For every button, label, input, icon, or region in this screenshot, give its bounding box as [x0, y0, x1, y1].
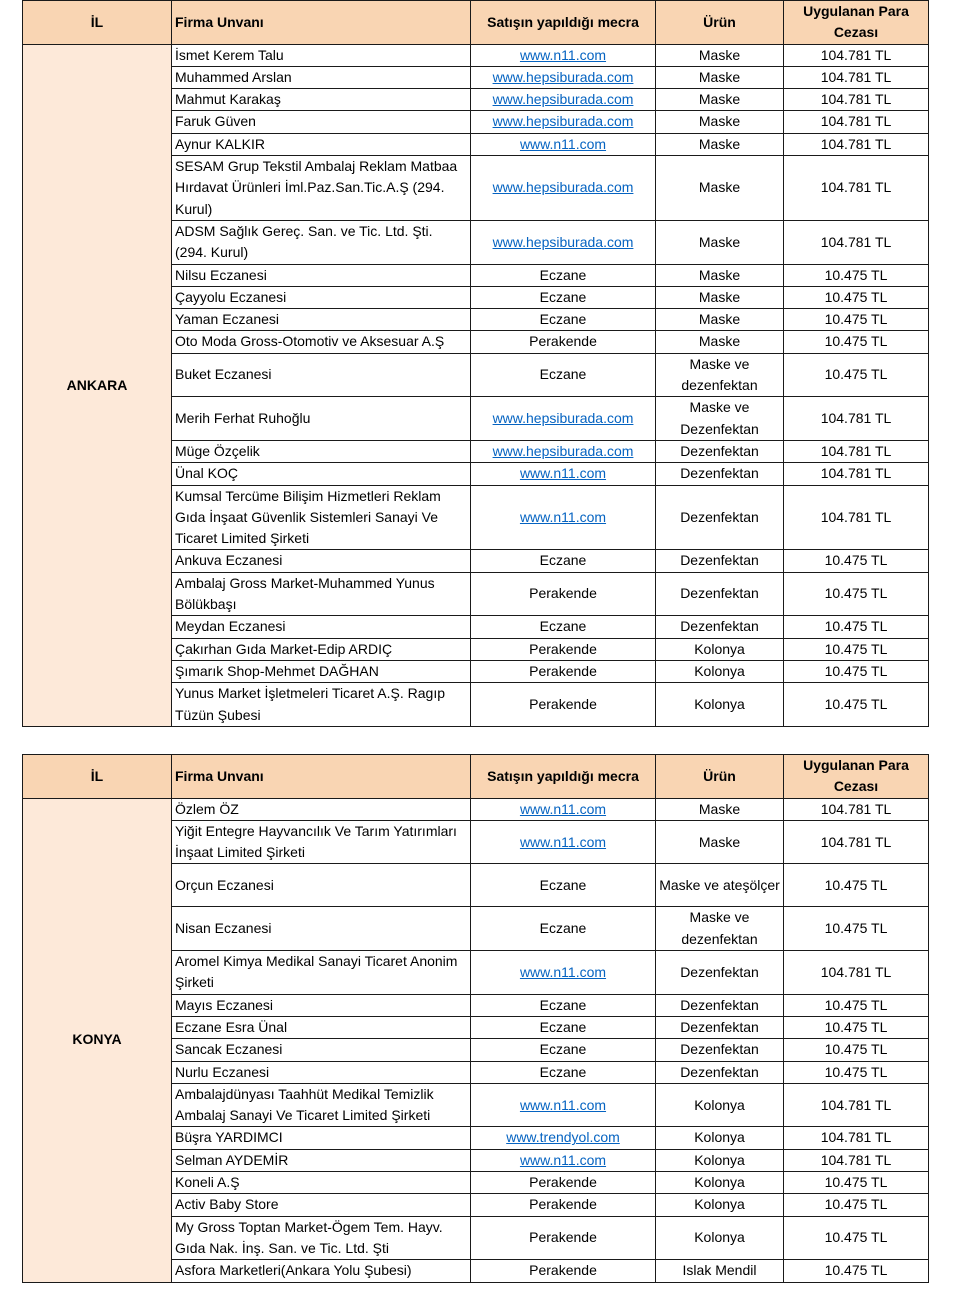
- sales-channel-cell: Perakende: [471, 683, 656, 727]
- product-cell: Maske: [656, 66, 784, 88]
- fine-amount-cell: 10.475 TL: [784, 907, 929, 951]
- sales-channel-cell: Eczane: [471, 616, 656, 638]
- firm-name-cell: Eczane Esra Ünal: [172, 1016, 471, 1038]
- firm-name-cell: Ünal KOÇ: [172, 463, 471, 485]
- sales-channel-cell: Perakende: [471, 1216, 656, 1260]
- product-cell: Maske ve dezenfektan: [656, 907, 784, 951]
- product-cell: Dezenfektan: [656, 1061, 784, 1083]
- product-cell: Maske: [656, 111, 784, 133]
- firm-name-cell: My Gross Toptan Market-Ögem Tem. Hayv. Gıda Nak. İnş. San. ve Tic. Ltd. Şti: [172, 1216, 471, 1260]
- sales-channel-link[interactable]: www.n11.com: [471, 1149, 656, 1171]
- table-row: [23, 798, 929, 820]
- province-cell: ANKARA: [23, 44, 172, 726]
- firm-name-cell: Oto Moda Gross-Otomotiv ve Aksesuar A.Ş: [172, 331, 471, 353]
- firm-name-cell: Orçun Eczanesi: [172, 864, 471, 907]
- product-cell: Maske: [656, 331, 784, 353]
- fine-amount-cell: 10.475 TL: [784, 864, 929, 907]
- firm-name-cell: Ankuva Eczanesi: [172, 550, 471, 572]
- firm-name-cell: Mahmut Karakaş: [172, 89, 471, 111]
- firm-name-cell: İsmet Kerem Talu: [172, 44, 471, 66]
- fine-amount-cell: 10.475 TL: [784, 1016, 929, 1038]
- konya-fines-table: [22, 754, 929, 1283]
- fine-amount-cell: 104.781 TL: [784, 111, 929, 133]
- firm-name-cell: Müge Özçelik: [172, 440, 471, 462]
- fine-amount-cell: 10.475 TL: [784, 264, 929, 286]
- header-ceza: Uygulanan Para Cezası: [784, 1, 929, 45]
- fine-amount-cell: 104.781 TL: [784, 951, 929, 995]
- product-cell: Maske: [656, 798, 784, 820]
- fine-amount-cell: 104.781 TL: [784, 44, 929, 66]
- product-cell: Maske: [656, 309, 784, 331]
- sales-channel-link[interactable]: www.n11.com: [471, 820, 656, 864]
- fine-amount-cell: 10.475 TL: [784, 286, 929, 308]
- fine-amount-cell: 10.475 TL: [784, 1216, 929, 1260]
- firm-name-cell: Merih Ferhat Ruhoğlu: [172, 397, 471, 441]
- product-cell: Kolonya: [656, 1216, 784, 1260]
- header-firma: Firma Unvanı: [172, 755, 471, 799]
- header-mecra: Satışın yapıldığı mecra: [471, 1, 656, 45]
- fine-amount-cell: 104.781 TL: [784, 1127, 929, 1149]
- fine-amount-cell: 10.475 TL: [784, 1260, 929, 1282]
- fine-amount-cell: 10.475 TL: [784, 1194, 929, 1216]
- firm-name-cell: Nurlu Eczanesi: [172, 1061, 471, 1083]
- product-cell: Maske: [656, 264, 784, 286]
- fine-amount-cell: 104.781 TL: [784, 133, 929, 155]
- header-urun: Ürün: [656, 755, 784, 799]
- product-cell: Dezenfektan: [656, 616, 784, 638]
- fine-amount-cell: 10.475 TL: [784, 550, 929, 572]
- sales-channel-cell: Eczane: [471, 264, 656, 286]
- firm-name-cell: Selman AYDEMİR: [172, 1149, 471, 1171]
- sales-channel-link[interactable]: www.hepsiburada.com: [471, 156, 656, 221]
- sales-channel-cell: Eczane: [471, 994, 656, 1016]
- firm-name-cell: Mayıs Eczanesi: [172, 994, 471, 1016]
- firm-name-cell: Özlem ÖZ: [172, 798, 471, 820]
- sales-channel-cell: Perakende: [471, 638, 656, 660]
- sales-channel-cell: Perakende: [471, 1172, 656, 1194]
- firm-name-cell: Çakırhan Gıda Market-Edip ARDIÇ: [172, 638, 471, 660]
- product-cell: Maske ve dezenfektan: [656, 353, 784, 397]
- sales-channel-link[interactable]: www.hepsiburada.com: [471, 66, 656, 88]
- sales-channel-link[interactable]: www.n11.com: [471, 951, 656, 995]
- sales-channel-cell: Perakende: [471, 331, 656, 353]
- firm-name-cell: Yiğit Entegre Hayvancılık Ve Tarım Yatırımları İnşaat Limited Şirketi: [172, 820, 471, 864]
- fine-amount-cell: 10.475 TL: [784, 353, 929, 397]
- sales-channel-link[interactable]: www.trendyol.com: [471, 1127, 656, 1149]
- firm-name-cell: Yunus Market İşletmeleri Ticaret A.Ş. Ragıp Tüzün Şubesi: [172, 683, 471, 727]
- sales-channel-cell: Eczane: [471, 907, 656, 951]
- sales-channel-link[interactable]: www.hepsiburada.com: [471, 440, 656, 462]
- header-mecra: Satışın yapıldığı mecra: [471, 755, 656, 799]
- product-cell: Maske: [656, 820, 784, 864]
- product-cell: Maske: [656, 44, 784, 66]
- product-cell: Kolonya: [656, 1149, 784, 1171]
- product-cell: Dezenfektan: [656, 994, 784, 1016]
- product-cell: Maske: [656, 220, 784, 264]
- product-cell: Dezenfektan: [656, 485, 784, 550]
- header-il: İL: [23, 1, 172, 45]
- firm-name-cell: Meydan Eczanesi: [172, 616, 471, 638]
- product-cell: Maske: [656, 286, 784, 308]
- product-cell: Maske ve Dezenfektan: [656, 397, 784, 441]
- fine-amount-cell: 104.781 TL: [784, 463, 929, 485]
- sales-channel-link[interactable]: www.n11.com: [471, 133, 656, 155]
- fine-amount-cell: 10.475 TL: [784, 683, 929, 727]
- product-cell: Kolonya: [656, 1172, 784, 1194]
- fine-amount-cell: 10.475 TL: [784, 1061, 929, 1083]
- header-urun: Ürün: [656, 1, 784, 45]
- firm-name-cell: ADSM Sağlık Gereç. San. ve Tic. Ltd. Şti. (294. Kurul): [172, 220, 471, 264]
- sales-channel-link[interactable]: www.hepsiburada.com: [471, 397, 656, 441]
- sales-channel-link[interactable]: www.hepsiburada.com: [471, 111, 656, 133]
- firm-name-cell: Yaman Eczanesi: [172, 309, 471, 331]
- fine-amount-cell: 104.781 TL: [784, 798, 929, 820]
- sales-channel-link[interactable]: www.hepsiburada.com: [471, 89, 656, 111]
- fine-amount-cell: 10.475 TL: [784, 638, 929, 660]
- fine-amount-cell: 104.781 TL: [784, 156, 929, 221]
- firm-name-cell: Asfora Marketleri(Ankara Yolu Şubesi): [172, 1260, 471, 1282]
- sales-channel-cell: Perakende: [471, 1260, 656, 1282]
- product-cell: Dezenfektan: [656, 951, 784, 995]
- fine-amount-cell: 10.475 TL: [784, 616, 929, 638]
- sales-channel-cell: Perakende: [471, 572, 656, 616]
- firm-name-cell: Muhammed Arslan: [172, 66, 471, 88]
- fine-amount-cell: 104.781 TL: [784, 89, 929, 111]
- fine-amount-cell: 104.781 TL: [784, 220, 929, 264]
- sales-channel-cell: Eczane: [471, 1061, 656, 1083]
- fine-amount-cell: 104.781 TL: [784, 66, 929, 88]
- product-cell: Kolonya: [656, 1083, 784, 1127]
- firm-name-cell: Buket Eczanesi: [172, 353, 471, 397]
- header-ceza: Uygulanan Para Cezası: [784, 755, 929, 799]
- product-cell: Dezenfektan: [656, 440, 784, 462]
- sales-channel-link[interactable]: www.n11.com: [471, 485, 656, 550]
- firm-name-cell: Ambalaj Gross Market-Muhammed Yunus Bölükbaşı: [172, 572, 471, 616]
- sales-channel-cell: Eczane: [471, 550, 656, 572]
- fine-amount-cell: 10.475 TL: [784, 1039, 929, 1061]
- firm-name-cell: Aynur KALKIR: [172, 133, 471, 155]
- firm-name-cell: Faruk Güven: [172, 111, 471, 133]
- fine-amount-cell: 10.475 TL: [784, 1172, 929, 1194]
- fine-amount-cell: 104.781 TL: [784, 397, 929, 441]
- product-cell: Kolonya: [656, 683, 784, 727]
- firm-name-cell: Nilsu Eczanesi: [172, 264, 471, 286]
- product-cell: Dezenfektan: [656, 1039, 784, 1061]
- firm-name-cell: Sancak Eczanesi: [172, 1039, 471, 1061]
- firm-name-cell: SESAM Grup Tekstil Ambalaj Reklam Matbaa Hırdavat Ürünleri İml.Paz.San.Tic.A.Ş (294. Kurul): [172, 156, 471, 221]
- product-cell: Kolonya: [656, 1127, 784, 1149]
- product-cell: Kolonya: [656, 638, 784, 660]
- fine-amount-cell: 10.475 TL: [784, 572, 929, 616]
- product-cell: Maske ve ateşölçer: [656, 864, 784, 907]
- header-il: İL: [23, 755, 172, 799]
- sales-channel-cell: Eczane: [471, 286, 656, 308]
- sales-channel-link[interactable]: www.n11.com: [471, 44, 656, 66]
- product-cell: Maske: [656, 156, 784, 221]
- product-cell: Dezenfektan: [656, 572, 784, 616]
- sales-channel-cell: Perakende: [471, 1194, 656, 1216]
- firm-name-cell: Activ Baby Store: [172, 1194, 471, 1216]
- product-cell: Kolonya: [656, 660, 784, 682]
- fine-amount-cell: 104.781 TL: [784, 820, 929, 864]
- firm-name-cell: Koneli A.Ş: [172, 1172, 471, 1194]
- fine-amount-cell: 104.781 TL: [784, 485, 929, 550]
- sales-channel-cell: Eczane: [471, 309, 656, 331]
- product-cell: Maske: [656, 133, 784, 155]
- fine-amount-cell: 104.781 TL: [784, 1083, 929, 1127]
- firm-name-cell: Şımarık Shop-Mehmet DAĞHAN: [172, 660, 471, 682]
- product-cell: Islak Mendil: [656, 1260, 784, 1282]
- firm-name-cell: Nisan Eczanesi: [172, 907, 471, 951]
- sales-channel-cell: Eczane: [471, 864, 656, 907]
- fine-amount-cell: 10.475 TL: [784, 994, 929, 1016]
- sales-channel-cell: Eczane: [471, 1039, 656, 1061]
- header-row: [23, 1, 929, 45]
- fine-amount-cell: 104.781 TL: [784, 1149, 929, 1171]
- firm-name-cell: Kumsal Tercüme Bilişim Hizmetleri Reklam Gıda İnşaat Güvenlik Sistemleri Sanayi Ve Ticaret Limited Şirketi: [172, 485, 471, 550]
- sales-channel-cell: Perakende: [471, 660, 656, 682]
- fine-amount-cell: 10.475 TL: [784, 660, 929, 682]
- header-row: [23, 755, 929, 799]
- sales-channel-link[interactable]: www.n11.com: [471, 463, 656, 485]
- sales-channel-cell: Eczane: [471, 353, 656, 397]
- firm-name-cell: Çayyolu Eczanesi: [172, 286, 471, 308]
- firm-name-cell: Ambalajdünyası Taahhüt Medikal Temizlik Ambalaj Sanayi Ve Ticaret Limited Şirketi: [172, 1083, 471, 1127]
- sales-channel-link[interactable]: www.n11.com: [471, 1083, 656, 1127]
- fine-amount-cell: 10.475 TL: [784, 309, 929, 331]
- product-cell: Maske: [656, 89, 784, 111]
- product-cell: Dezenfektan: [656, 463, 784, 485]
- firm-name-cell: Büşra YARDIMCI: [172, 1127, 471, 1149]
- province-cell: KONYA: [23, 798, 172, 1282]
- firm-name-cell: Aromel Kimya Medikal Sanayi Ticaret Anonim Şirketi: [172, 951, 471, 995]
- table-row: [23, 44, 929, 66]
- fine-amount-cell: 10.475 TL: [784, 331, 929, 353]
- sales-channel-link[interactable]: www.n11.com: [471, 798, 656, 820]
- ankara-fines-table: [22, 0, 929, 727]
- product-cell: Dezenfektan: [656, 1016, 784, 1038]
- product-cell: Dezenfektan: [656, 550, 784, 572]
- fine-amount-cell: 104.781 TL: [784, 440, 929, 462]
- sales-channel-cell: Eczane: [471, 1016, 656, 1038]
- header-firma: Firma Unvanı: [172, 1, 471, 45]
- sales-channel-link[interactable]: www.hepsiburada.com: [471, 220, 656, 264]
- product-cell: Kolonya: [656, 1194, 784, 1216]
